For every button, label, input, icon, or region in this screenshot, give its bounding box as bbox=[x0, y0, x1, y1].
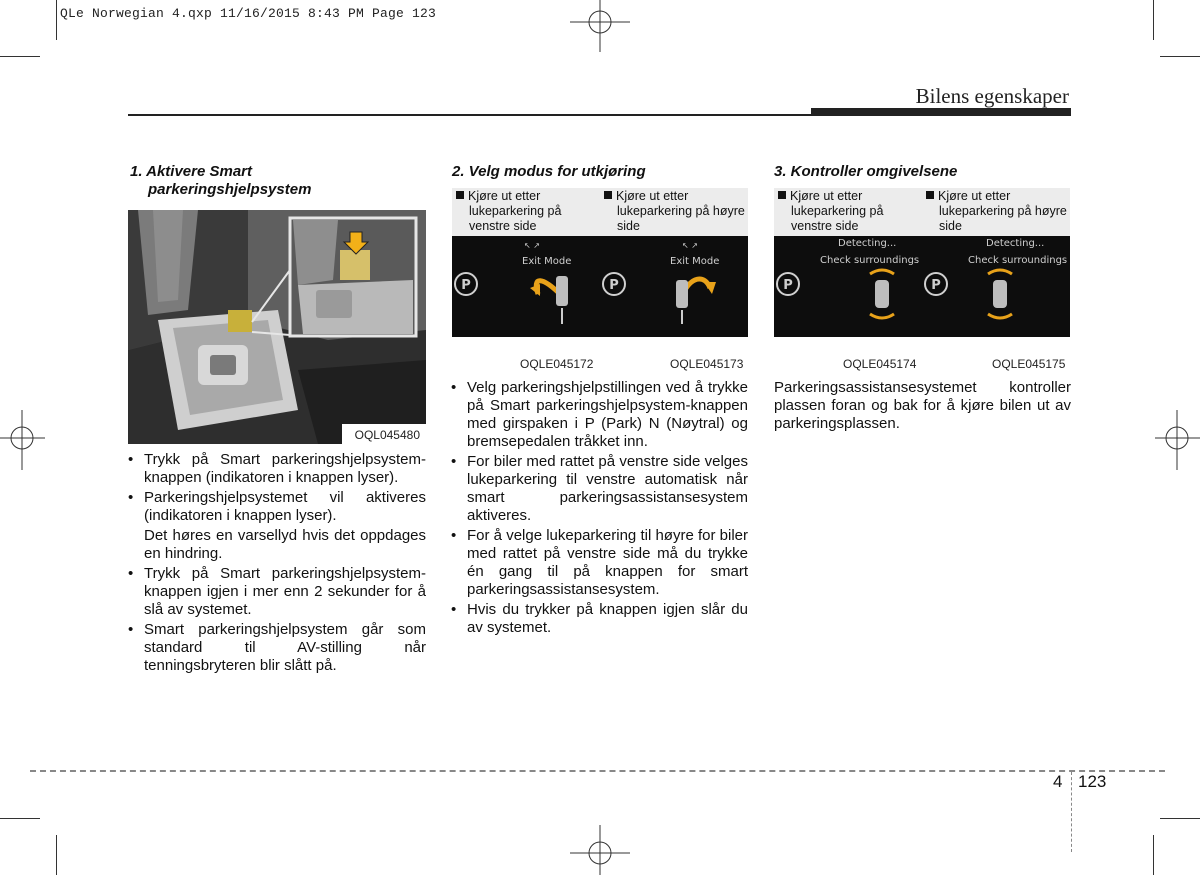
crop-mark bbox=[1153, 835, 1154, 875]
gear-p-letter: P bbox=[931, 278, 941, 293]
exit-right-panel bbox=[600, 188, 748, 337]
figure-code-3: OQLE045173 bbox=[670, 357, 744, 371]
print-slug: QLe Norwegian 4.qxp 11/16/2015 8:43 PM Page 123 bbox=[60, 6, 437, 21]
console-photo bbox=[128, 210, 426, 444]
chapter-number: 4 bbox=[1053, 772, 1063, 791]
square-bullet-icon bbox=[926, 191, 934, 199]
list-item: • For biler med rattet på venstre side velges lukeparkering til venstre automatisk når smart parkeringsassistansesystem aktiveres. bbox=[451, 453, 748, 524]
panel-caption: Kjøre ut etter lukeparkering på høyre side bbox=[926, 189, 1068, 234]
square-bullet-icon bbox=[778, 191, 786, 199]
crop-mark bbox=[1160, 818, 1200, 819]
crop-mark bbox=[56, 835, 57, 875]
svg-text:↖ ↗: ↖ ↗ bbox=[682, 241, 698, 250]
square-bullet-icon bbox=[456, 191, 464, 199]
figure-code-1: OQL045480 bbox=[354, 428, 420, 442]
section-title: Bilens egenskaper bbox=[915, 84, 1069, 108]
list-item: • Smart parkeringshjelpsystem går som standard til AV-stilling når tenningsbryteren blir slått på. bbox=[128, 621, 426, 674]
check-surroundings-label: Check surroundings bbox=[968, 255, 1068, 266]
list-item: • For å velge lukeparkering til høyre for biler med rattet på venstre side må du trykke én gang til på knappen for smart parkeringsassistansesystem. bbox=[451, 527, 748, 598]
registration-mark-right bbox=[1155, 410, 1200, 470]
square-bullet-icon bbox=[604, 191, 612, 199]
surroundings-left-panel bbox=[774, 188, 922, 337]
registration-mark-left bbox=[0, 410, 45, 470]
col1-heading bbox=[130, 163, 430, 199]
cluster-screen bbox=[774, 236, 922, 337]
gear-p-letter: P bbox=[609, 278, 619, 293]
cluster-screen bbox=[600, 236, 748, 337]
page-number-divider bbox=[1071, 772, 1072, 852]
check-surroundings-label: Check surroundings bbox=[820, 255, 920, 266]
console-illustration bbox=[128, 210, 426, 444]
crop-mark bbox=[0, 818, 40, 819]
surroundings-right-panel bbox=[922, 188, 1070, 337]
crop-mark bbox=[56, 0, 57, 40]
figure-code-2: OQLE045172 bbox=[520, 357, 594, 371]
panel-caption: Kjøre ut etter lukeparkering på høyre side bbox=[604, 189, 746, 234]
list-item: • Trykk på Smart parkeringshjelpsystem-knappen (indikatoren i knappen lyser). bbox=[128, 451, 426, 486]
svg-text:↖ ↗: ↖ ↗ bbox=[524, 241, 540, 250]
list-item: • Trykk på Smart parkeringshjelpsystem-knappen igjen i mer enn 2 sekunder for å slå av systemet. bbox=[128, 565, 426, 618]
detecting-label: Detecting... bbox=[986, 238, 1045, 249]
registration-mark-top bbox=[570, 0, 630, 52]
exit-mode-label: Exit Mode bbox=[670, 256, 720, 267]
cluster-screen bbox=[922, 236, 1070, 337]
crop-mark bbox=[0, 56, 40, 57]
cluster-screen bbox=[452, 236, 600, 337]
figure-code-4: OQLE045174 bbox=[843, 357, 917, 371]
gear-p-letter: P bbox=[783, 278, 793, 293]
crop-mark bbox=[1153, 0, 1154, 40]
panel-caption: Kjøre ut etter lukeparkering på venstre side bbox=[456, 189, 598, 234]
page-number: 123 bbox=[1078, 772, 1107, 791]
registration-mark-bottom bbox=[570, 825, 630, 875]
gear-p-letter: P bbox=[461, 278, 471, 293]
footer-rule bbox=[30, 770, 1165, 772]
col1-heading-line2: parkeringshjelpsystem bbox=[148, 181, 312, 198]
crop-mark bbox=[1160, 56, 1200, 57]
exit-left-panel bbox=[452, 188, 600, 337]
detecting-label: Detecting... bbox=[838, 238, 897, 249]
col1-heading-line1: 1. Aktivere Smart bbox=[130, 163, 253, 180]
list-item: • Hvis du trykker på knappen igjen slår du av systemet. bbox=[451, 601, 748, 636]
header-rule-accent bbox=[811, 108, 1071, 116]
panel-caption: Kjøre ut etter lukeparkering på venstre side bbox=[778, 189, 920, 234]
exit-mode-label: Exit Mode bbox=[522, 256, 572, 267]
col2-bullet-list bbox=[451, 379, 748, 639]
col1-bullet-list bbox=[128, 451, 426, 677]
col3-paragraph: Parkeringsassistansesystemet kontroller plassen foran og bak for å kjøre bilen ut av parkeringsplassen. bbox=[774, 379, 1071, 432]
list-item: • Velg parkeringshjelpstillingen ved å trykke på Smart parkeringshjelpsystem-knappen med girspaken i P (Park) N (Nøytral) og bremsepedalen tråkket inn. bbox=[451, 379, 748, 450]
figure-code-5: OQLE045175 bbox=[992, 357, 1066, 371]
list-item: • Parkeringshjelpsystemet vil aktiveres (indikatoren i knappen lyser). Det høres en varsellyd hvis det oppdages en hindring. bbox=[128, 489, 426, 562]
col3-heading: 3. Kontroller omgivelsene bbox=[774, 163, 958, 180]
col2-heading: 2. Velg modus for utkjøring bbox=[452, 163, 646, 180]
